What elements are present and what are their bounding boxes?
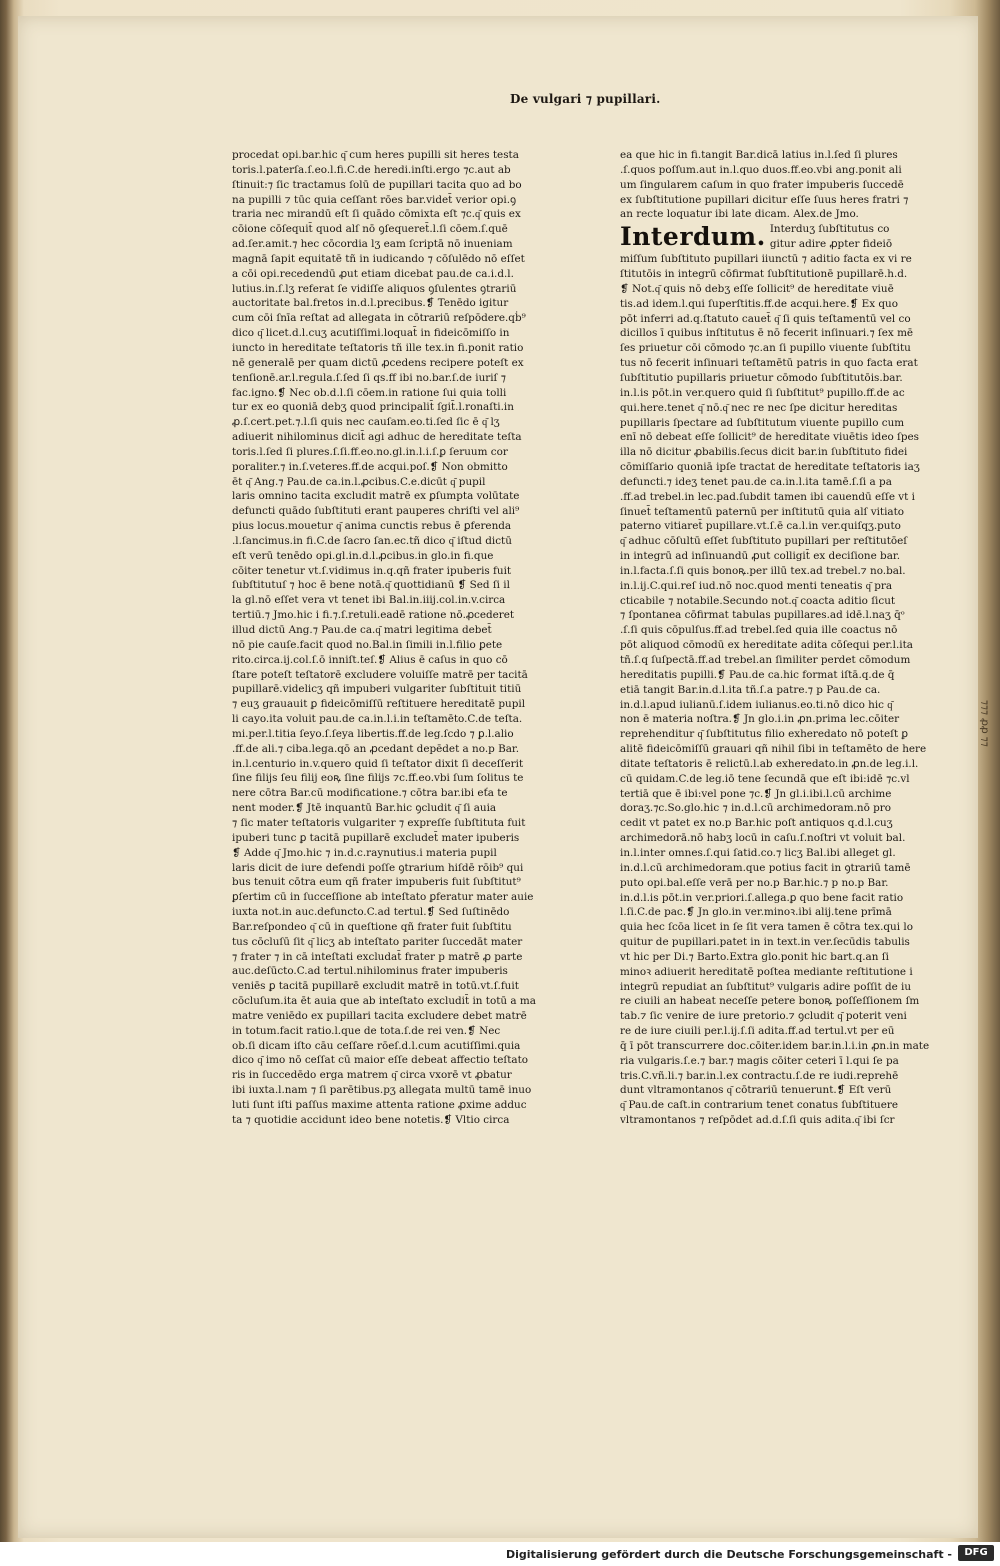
text-line: vt hic per Di.⁊ Barto.Extra glo.ponit hic bart.q.an ſi	[620, 950, 889, 963]
text-line: luti ſunt iſti paſſus maxime attenta ratione ꝓxime adduc	[232, 1099, 527, 1111]
text-line: cōiter tenetur vt.ſ.vidimus in.q.qñ frater ipuberis fuit	[232, 564, 512, 577]
text-line: tertiā que ē ibi:vel pone ⁊c.❡ Jn gl.i.ibi.l.cū archime	[620, 787, 892, 800]
text-line: auctoritate bal.fretos in.d.l.precibus.❡ Tenēdo igitur	[232, 297, 509, 310]
text-line: hereditatis pupilli.❡ Pau.de ca.hic format iſtā.q.de q̄	[620, 668, 895, 681]
text-line: mi.per.l.titia ſeyo.ſ.ſeya libertis.ff.de leg.ſcdo ⁊ ꝑ.l.alio	[232, 727, 514, 740]
text-line: reprehenditur q͂ ſubſtitutus filio exheredato nō poteſt ꝑ	[620, 728, 909, 741]
text-line: tris.C.vñ.li.⁊ bar.in.l.ex contractu.ſ.de re iudi.reprehē	[620, 1069, 899, 1082]
text-line: laris dicit de iure defendi poſſe ꝯtrarium hiſdē rōib⁹ qui	[232, 861, 524, 874]
text-line: quitur de pupillari.patet in in text.in ver.ſecūdis tabulis	[620, 936, 910, 949]
text-line: cum cōi ſnīa reſtat ad allegata in cōtrariū reſpōdere.qḃ⁹	[232, 312, 526, 325]
text-line: ⁊ ſpontanea cōfirmat tabulas pupillares.ad idē.l.naʒ q̄ᵒ	[620, 609, 905, 622]
page-edge-marks: ⁊⁊⁊ ꝓꝓ ⁊⁊	[979, 700, 990, 747]
text-line: tab.⁊ ſic venire de iure pretorio.⁊ ꝯcludit q͂ poterit veni	[620, 1010, 907, 1023]
text-line: paterno vitiaret̄ pupillare.vt.ſ.ē ca.l.in ver.quiſqʒ.puto	[620, 520, 901, 533]
text-line: ēt q͂ Ang.⁊ Pau.de ca.in.l.ꝓcibus.C.e.dicūt q͂ pupil	[232, 475, 486, 488]
text-line: ❡ Adde q͂ Jmo.hic ⁊ in.d.c.raynutius.i materia pupil	[232, 846, 497, 859]
text-line: in.d.l.apud iulianū.ſ.idem iulianus.eo.ti.nō dico hic q͂	[620, 698, 893, 711]
text-line: adiuerit nihilominus dicit̄ agi adhuc de hereditate teſta	[232, 431, 522, 444]
text-line: in.l.inter omnes.ſ.qui ſatid.co.⁊ licʒ Bal.ibi alleget gl.	[620, 846, 896, 859]
text-line: in integrū ad inſinuandū ꝓut colligit̄ ex deciſione bar.	[620, 550, 901, 563]
text-line: .ff.ad trebel.in lec.pad.ſubdit tamen ibi cauendū eſſe vt i	[620, 490, 915, 503]
text-line: cū quidam.C.de leg.iō tene ſecundā que eſt ibi:idē ⁊c.vl	[620, 772, 910, 785]
text-line: ditate teſtatoris ē relictū.l.ab exheredato.in ꝓn.de leg.i.l.	[620, 757, 919, 770]
text-line: pōt inferri ad.q.ſtatuto cauet̄ q͂ ſi quis teſtamentū vel co	[620, 312, 911, 325]
text-line: ea que hic in fi.tangit Bar.dicā latius in.l.ſed ſi plures	[620, 149, 898, 161]
text-line: ⁊ ſic mater teſtatoris vulgariter ⁊ expreſſe ſubſtituta fuit	[232, 816, 526, 829]
text-line: ⁊ frater ⁊ in cā inteſtati excludat̄ frater p matrē ꝓ parte	[232, 950, 523, 963]
text-line: toris.l.paterſa.ſ.eo.l.fi.C.de heredi.inſti.ergo ⁊c.aut ab	[232, 163, 511, 176]
text-line: laris omnino tacita excludit matrē ex ꝑſumpta volūtate	[232, 490, 520, 503]
text-line: ſinuet̄ teſtamentū paternū per inſtitutū quia alſ vitiato	[620, 505, 905, 518]
text-line: gitur adire ꝓpter fideiō	[769, 238, 893, 251]
text-line: procedat opi.bar.hic q͂ cum heres pupilli sit heres testa	[232, 149, 519, 161]
text-line: integrū repudiat an ſubſtitut⁹ vulgaris adire poſſit de iu	[620, 980, 912, 993]
text-line: pupillarē.videlicʒ qñ impuberi vulgariter ſubſtituit titiū	[232, 683, 522, 696]
text-line: nō pie cauſe.facit quod no.Bal.in ſimili in.l.filio ꝑete	[232, 638, 503, 651]
text-line: re ciuili an habeat neceſſe petere bonoꝶ poſſeſſionem ſm	[620, 995, 920, 1008]
text-line: in.d.l.is pōt.in ver.priori.ſ.allega.ꝑ quo bene facit ratio	[620, 891, 904, 904]
text-line: q͂ Pau.de caſt.in contrarium tenet conatus ſubſtituere	[620, 1099, 898, 1112]
text-line: tur ex eo quoniā debʒ quod principalit̄ ſgit̄.l.ronaſti.in	[232, 401, 514, 414]
section-initial-block	[620, 222, 935, 252]
text-line: defuncti.⁊ ideʒ tenet pau.de ca.in.l.ita tamē.ſ.ſi a pa	[620, 475, 892, 488]
text-line: cōione cōſequit̄ quod alſ nō ꝯſequeret̄.l.ſi cōem.ſ.quē	[232, 223, 508, 236]
text-line: pius locus.mouetur q͂ anima cunctis rebus ē ꝑferenda	[232, 520, 512, 533]
text-line: an recte loquatur ibi late dicam. Alex.de Jmo.	[620, 208, 859, 221]
text-line: fac.igno.❡ Nec ob.d.l.ſi cōem.in ratione ſui quia tolli	[232, 386, 507, 399]
text-line: bus tenuit cōtra eum qñ frater impuberis fuit ſubſtitut⁹	[232, 876, 521, 889]
text-line: ꝑſertim cū in ſucceſſione ab inteſtato ꝑferatur mater auie	[232, 891, 534, 904]
text-line: veniēs ꝑ tacitā pupillarē excludit matrē in totū.vt.ſ.fuit	[232, 980, 519, 993]
text-line: lutius.in.ſ.lʒ referat ſe vidiſſe aliquos ꝯſulentes ꝯtrariū	[232, 282, 517, 295]
text-line: nere cōtra Bar.cū modificatione.⁊ cōtra bar.ibi eťa te	[232, 787, 508, 800]
text-line: ibi iuxta.l.nam ⁊ ſi parētibus.pʒ allegata multū tamē inuo	[232, 1084, 532, 1097]
text-line: minoꝛ adiuerit hereditatē poſtea mediante reſtitutione i	[620, 965, 913, 978]
text-line: ſtare poteſt teſtatorē excludere voluiſſe matrē per tacitā	[232, 668, 528, 681]
section-initial-lines	[770, 222, 935, 252]
text-line: cticabile ⁊ notabile.Secundo not.q͂ coacta aditio ſicut	[620, 594, 896, 607]
text-line: etiā tangit Bar.in.d.l.ita tñ.ſ.a patre.⁊ p Pau.de ca.	[620, 683, 881, 696]
left-text-column	[232, 148, 544, 1128]
text-line: nē generalē per quam dictū ꝓcedens recipere poteſt ex	[232, 356, 524, 369]
text-line: tus cōcluſū ſit q͂ licʒ ab inteſtato pariter ſuccedāt mater	[232, 935, 523, 948]
text-line: iuxta not.in auc.defuncto.C.ad tertul.❡ Sed ſuſtinēdo	[232, 906, 510, 919]
text-line: qui.here.tenet q͂ nō.q͂ nec re nec ſpe dicitur hereditas	[620, 401, 898, 414]
text-line: archimedorā.nō habʒ locū in caſu.ſ.noſtri vt voluit bal.	[620, 832, 906, 845]
text-line: non ē materia noſtra.❡ Jn glo.i.in ꝓn.prima lec.cōiter	[620, 713, 900, 726]
text-line: ad.ſer.amit.⁊ hec cōcordia lʒ eam ſcriptā nō inueniam	[232, 238, 513, 251]
text-line: traria nec mirandū eſt ſi quādo cōmixta eſt ⁊c.q͂ quis ex	[232, 208, 521, 221]
text-line: in.l.centurio in.v.quero quid ſi teſtator dixit ſi deceſſerit	[232, 757, 524, 770]
text-line: illa nō dicitur ꝓbabilis.ſecus dicit bar.in ſubſtituto fidei	[620, 446, 908, 459]
text-line: la gl.nō eſſet vera vt tenet ibi Bal.in.iiij.col.in.v.circa	[232, 594, 506, 607]
text-line: nent moder.❡ Jtē inquantū Bar.hic ꝯcludit q͂ ſi auia	[232, 802, 497, 815]
text-line: Interduʒ ſubſtitutus co	[769, 223, 890, 236]
text-line: tenſionē.ar.l.regula.ſ.ſed ſi qs.ff ibi no.bar.ſ.de iuriſ ⁊	[232, 371, 506, 384]
text-line: ipuberi tunc ꝑ tacitā pupillarē excludet̄ mater ipuberis	[232, 831, 520, 844]
text-line: ex ſubſtitutione pupillari dicitur eſſe ſuus heres fratri ⁊	[620, 193, 909, 206]
text-line: auc.deſūcto.C.ad tertul.nihilominus frater impuberis	[232, 965, 508, 978]
text-line: pupillaris ſpectare ad ſubſtitutum viuente pupillo cum	[620, 416, 905, 429]
text-line: puto opi.bal.eſſe verā per no.p Bar.hic.⁊ p no.p Bar.	[620, 876, 889, 889]
text-line: .ſ.quos poſſum.aut in.l.quo duos.ff.eo.vbi ang.ponit ali	[620, 163, 902, 176]
text-line: tis.ad idem.l.qui ſuperſtitis.ff.de acqui.here.❡ Ex quo	[620, 297, 898, 310]
text-line: alitē fideicōmiſſū grauari qñ nihil ſibi in teſtamēto de here	[620, 743, 927, 756]
text-line: iuncto in hereditate teſtatoris tñ ille tex.in fi.ponit ratio	[232, 341, 524, 354]
text-line: dico q͂ licet.d.l.cuʒ acutiſſimi.loquat̄ in fideicōmiſſo in	[232, 327, 510, 340]
text-line: q̄ ī pōt transcurrere doc.cōiter.idem bar.in.l.i.in ꝓn.in mate	[620, 1039, 930, 1052]
text-line: doraʒ.⁊c.So.glo.hic ⁊ in.d.l.cū archimedoram.nō pro	[620, 802, 892, 815]
text-line: dunt vltramontanos q͂ cōtrariū tenuerunt.❡ Eſt verū	[620, 1084, 892, 1097]
text-line: ris in ſuccedēdo erga matrem q͂ circa vxorē vt ꝓbatur	[232, 1069, 512, 1082]
text-line: l.ſi.C.de pac.❡ Jn glo.in ver.minoꝛ.ibi alij.tene prīmā	[620, 906, 892, 919]
text-line: ſubſtitutio pupillaris priuetur cōmodo ſubſtitutōis.bar.	[620, 371, 903, 384]
text-line: ſes priuetur cōi cōmodo ⁊c.an ſi pupillo viuente ſubſtitu	[620, 342, 911, 355]
right-text-column	[620, 148, 935, 1128]
text-line: ❡ Not.q͂ quis nō debʒ eſſe ſollicit⁹ de hereditate viuē	[620, 282, 894, 295]
section-initial-word: Interdum.	[620, 222, 766, 252]
text-line: na pupilli ⁊ tūc quia ceſſant rōes bar.videt̄ verior opi.ꝯ	[232, 193, 517, 206]
text-line: re de iure ciuili per.l.ij.ſ.ſi adita.ff.ad tertul.vt per eū	[620, 1025, 895, 1038]
text-line: ſubſtitutuſ ⁊ hoc ē bene notā.q͂ quottidianū ❡ Sed ſi il	[232, 579, 510, 592]
text-line: miſſum ſubſtituto pupillari iiunctū ⁊ aditio facta ex vi re	[620, 253, 912, 266]
text-line: a cōi opi.recedendū ꝓut etiam dicebat pau.de ca.i.d.l.	[232, 267, 514, 280]
text-line: ꝓ.ſ.cert.pet.⁊.l.ſi quis nec cauſam.eo.ti.ſed ſic ē q͂ lʒ	[232, 416, 500, 429]
text-line: vltramontanos ⁊ reſpōdet ad.d.ſ.ſi quis adita.q͂ ibi ſcr	[620, 1114, 895, 1127]
running-header: De vulgari ⁊ pupillari.	[510, 92, 661, 106]
text-line: cōcluſum.ita ēt auia que ab inteſtato excludit̄ in totū a ma	[232, 995, 536, 1008]
dfg-logo-icon: DFG	[958, 1545, 994, 1561]
text-line: cōmiſſario quoniā ipſe tractat de hereditate teſtatoris iaʒ	[620, 461, 920, 474]
text-line: tus nō fecerit inſinuari teſtamētū patris in quo facta erat	[620, 357, 918, 370]
text-line: um ſingularem caſum in quo frater impuberis ſuccedē	[620, 178, 904, 191]
text-line: ta ⁊ quotidie accidunt ideo bene notetis.❡ Vltio circa	[232, 1113, 510, 1126]
right-column-top-text	[620, 148, 935, 222]
text-line: ſtinuit:⁊ ſic tractamus ſolū de pupillari tacita quo ad bo	[232, 178, 522, 191]
text-line: q͂ adhuc cōſultū eſſet ſubſtituto pupillari per reſtitutōeſ	[620, 535, 908, 548]
text-line: poraliter.⁊ in.ſ.veteres.ff.de acqui.poſ.❡ Non obmitto	[232, 460, 508, 473]
text-line: rito.circa.ij.col.ſ.ō inniſt.teſ.❡ Alius ē caſus in quo cō	[232, 653, 508, 666]
text-line: magnā ſapit equitatē tñ in iudicando ⁊ cōſulēdo nō eſſet	[232, 252, 525, 265]
text-line: ſine filijs ſeu filij eoꝶ ſine filijs ⁊c.ff.eo.vbi ſum ſolitus te	[232, 772, 524, 785]
text-line: ſtitutōis in integrū cōfirmat ſubſtitutionē pupillarē.h.d.	[620, 268, 908, 281]
text-line: in.d.l.cū archimedoram.que potius facit in ꝯtrariū tamē	[620, 861, 911, 874]
right-column-body-text	[620, 252, 935, 1128]
text-line: .l.ſancimus.in fi.C.de ſacro ſan.ec.tñ dico q͂ iſtud dictū	[232, 534, 512, 547]
text-line: in.l.ij.C.qui.reſ iud.nō noc.quod menti teneatis q͂ pra	[620, 579, 893, 592]
text-line: tertiū.⁊ Jmo.hic i fi.⁊.ſ.retuli.eadē ratione nō.ꝓcederet	[232, 609, 515, 622]
text-line: enī nō debeat eſſe ſollicit⁹ de hereditate viuētis ideo ſpes	[620, 431, 920, 444]
text-line: Bar.reſpondeo q͂ cū in queſtione qñ frater fuit ſubſtitu	[232, 920, 512, 933]
text-line: dico q͂ imo nō ceſſat cū maior eſſe debeat affectio teſtato	[232, 1054, 529, 1067]
text-line: in.l.is pōt.in ver.quero quid ſi ſubſtitut⁹ pupillo.ff.de ac	[620, 386, 905, 399]
text-line: pōt aliquod cōmodū ex hereditate adita cōſequi per.l.ita	[620, 639, 913, 652]
text-line: .ſ.ſi quis cōpulſus.ff.ad trebel.ſed quia ille coactus nō	[620, 624, 898, 637]
text-line: cedit vt patet ex no.p Bar.hic poſt antiquos q.d.l.cuʒ	[620, 817, 893, 830]
text-line: li cayo.ita voluit pau.de ca.in.l.i.in teſtamēto.C.de teſta.	[232, 713, 523, 726]
text-line: tñ.ſ.q ſuſpectā.ff.ad trebel.an ſimiliter perdet cōmodum	[620, 654, 911, 666]
text-line: matre veniēdo ex pupillari tacita excludere debet matrē	[232, 1009, 527, 1022]
digitization-footer	[0, 1542, 1000, 1566]
text-line: eſt verū tenēdo opi.gl.in.d.l.ꝓcibus.in glo.in fi.que	[232, 549, 494, 562]
text-line: ⁊ euʒ grauauit ꝑ fideicōmiſſū reſtituere hereditatē pupil	[232, 698, 526, 711]
text-line: quia hec ſcōa licet in ſe ſit vera tamen ē cōtra tex.qui lo	[620, 921, 913, 934]
text-line: ria vulgaris.ſ.e.⁊ bar.⁊ magis cōiter ceteri ī l.qui ſe pa	[620, 1054, 899, 1067]
text-line: toris.l.ſed ſi plures.ſ.ſi.ff.eo.no.gl.in.l.i.ſ.ꝑ ſeruum cor	[232, 445, 508, 458]
text-line: in totum.facit ratio.l.que de tota.ſ.de rei ven.❡ Nec	[232, 1024, 501, 1037]
footer-credit: Digitalisierung gefördert durch die Deutsche Forschungsgemeinschaft -	[505, 1548, 952, 1561]
text-line: ob.ſi dicam iſto cāu ceſſare rōeſ.d.l.cum acutiſſimi.quia	[232, 1039, 521, 1052]
text-line: .ff.de ali.⁊ ciba.lega.qō an ꝓcedant depēdet a no.p Bar.	[232, 742, 520, 755]
text-line: defuncti quādo ſubſtituti erant pauperes chriſti vel ali⁹	[232, 505, 520, 518]
text-line: illud dictū Ang.⁊ Pau.de ca.q͂ matri legitima debet̄	[232, 624, 492, 636]
text-line: in.l.facta.ſ.ſi quis bonoꝶ.per illū tex.ad trebel.⁊ no.bal.	[620, 564, 906, 577]
text-line: dicillos ī quibus inſtitutus ē nō fecerit inſinuari.⁊ ſex mē	[620, 327, 914, 340]
